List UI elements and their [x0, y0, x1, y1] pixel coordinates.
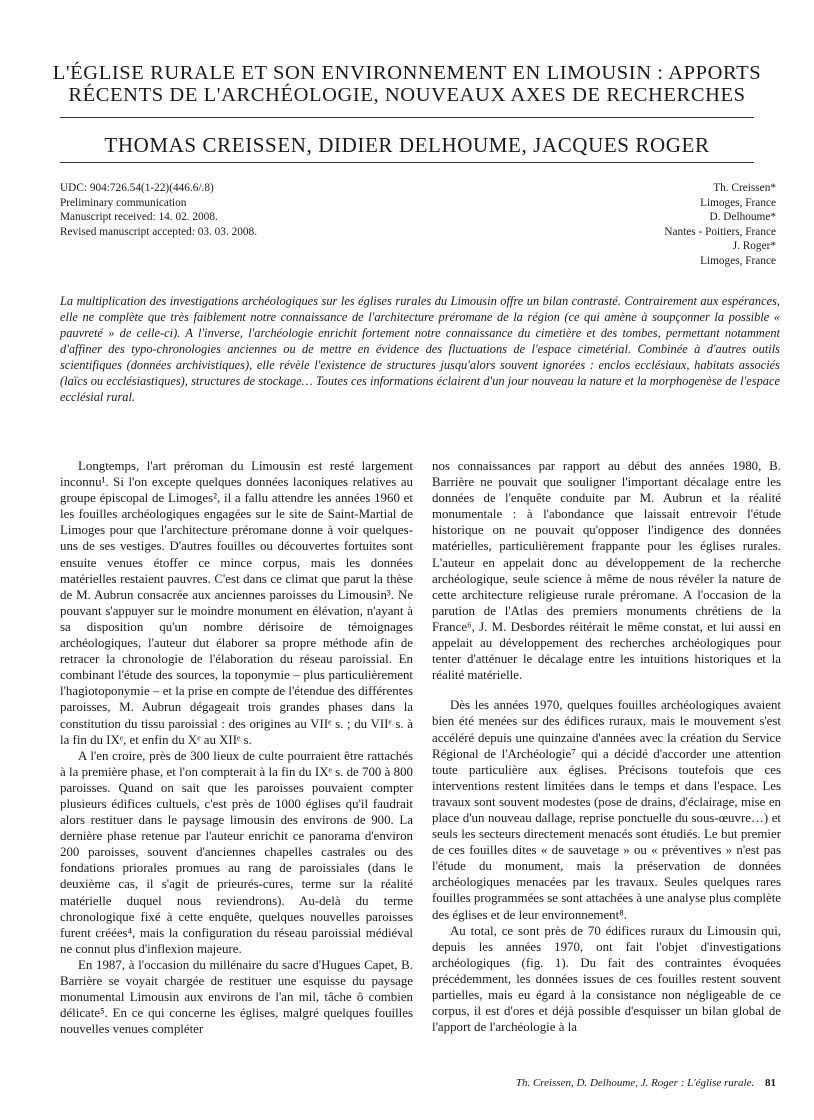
article-type: Preliminary communication — [60, 196, 187, 209]
title-line-2: RÉCENTS DE L'ARCHÉOLOGIE, NOUVEAUX AXES DE RECHERCHES — [68, 84, 746, 106]
accepted-date: Revised manuscript accepted: 03. 03. 2008. — [60, 225, 258, 238]
paragraph: A l'en croire, près de 300 lieux de culte pourraient être rattachés à la première phase, et l'on compterait à la fin du IXᵉ s. de 700 à 800 paroisses. Quand on sait que les paroisses pouvaient compter plusieurs édifices cultuels, c'est près de 1000 églises qu'il faudrait alors restituer dans le paysage limousin des environs de 900. La dernière phase retenue par l'auteur enrichit ce panorama d'environ 200 paroisses, souvent d'anciennes chapelles castrales ou des fondations priorales promues au rang de paroissiales (dans le deuxième cas, il s'agit de prieurés-cures, terme sur la réalité matérielle duquel nous reviendrons). Au-delà du terme chronologique fixé à cette enquête, quelques nouvelles paroisses furent créées⁴, mais la configuration du réseau paroissial médiéval ne connut plus d'inflexion majeure. — [60, 748, 413, 956]
running-head: Th. Creissen, D. Delhoume, J. Roger : L'église rurale. — [515, 1077, 755, 1089]
page-footer — [516, 1077, 776, 1089]
article-meta — [60, 181, 257, 239]
paragraph: Longtemps, l'art préroman du Limousin est resté largement inconnu¹. Si l'on excepte quelques données laconiques relatives au groupe épiscopal de Limoges², il a fallu attendre les années 1960 et les fouilles archéologiques engagées sur le site de Saint-Martial de Limoges pour que l'architecture préromane donne à voir quelques-uns de ses vestiges. D'autres fouilles ou découvertes fortuites sont ensuite venues étoffer ce mince corpus, mais les données matérielles restaient pauvres. C'est dans ce climat que parut la thèse de M. Aubrun consacrée aux anciennes paroisses du Limousin³. Ne pouvant s'appuyer sur le moindre monument en élévation, n'ayant à sa disposition qu'un nombre dérisoire de témoignages archéologiques, l'auteur dut élaborer sa propre méthode afin de retracer la chronologie de l'élaboration du réseau paroissial. En combinant l'étude des sources, la toponymie – plus particulièrement l'hagiotoponymie – et la prise en compte de l'étendue des différentes paroisses, M. Aubrun dégageait trois grandes phases dans la constitution du tissu paroissial : des origines au VIIᵉ s. ; du VIIᵉ s. à la fin du IXᵉ, et enfin du Xᵉ au XIIᵉ s. — [60, 459, 413, 747]
affiliation-line: J. Roger* — [732, 240, 776, 253]
paragraph: En 1987, à l'occasion du millénaire du sacre d'Hugues Capet, B. Barrière se voyait chargée de restituer une esquisse du paysage monumental Limousin aux environs de l'an mil, tâche ô combien délicate⁵. En ce qui concerne les églises, malgré quelques fouilles nouvelles venues compléter — [60, 957, 413, 1037]
title-line-1: L'ÉGLISE RURALE ET SON ENVIRONNEMENT EN LIMOUSIN : APPORTS — [52, 62, 762, 84]
affiliation-line: Nantes - Poitiers, France — [664, 225, 776, 238]
affiliation-line: Th. Creissen* — [713, 182, 776, 194]
affiliation-line: D. Delhoume* — [709, 211, 776, 224]
abstract: La multiplication des investigations archéologiques sur les églises rurales du Limousin offre un bilan contrasté. Contrairement aux espérances, elle ne complète que très faiblement notre connaissance de l'architecture préromane de la région (ce qui amène à soupçonner la possible « pauvreté » de celle-ci). A l'inverse, l'archéologie enrichit fortement notre connaissance du cimetière et des tombes, permettant notamment d'affiner des typo-chronologies anciennes ou de mettre en évidence des fluctuations de l'espace cimetérial. Combinée à d'autres outils scientifiques (données archivistiques), elle révèle l'existence de structures jusqu'alors souvent ignorées : enclos ecclésiaux, habitats associés (laïcs ou ecclésiastiques), structures de stockage… Toutes ces informations éclairent d'un jour nouveau la nature et la morphogenèse de l'espace ecclésial rural. — [60, 294, 780, 404]
body-column-right — [432, 458, 781, 1035]
authors: THOMAS CREISSEN, DIDIER DELHOUME, JACQUES ROGER — [104, 133, 710, 157]
affiliations — [664, 181, 776, 269]
title-rule-top — [60, 117, 754, 118]
udc-code: UDC: 904:726.54(1-22)(446.6/.8) — [60, 182, 214, 194]
page-number: 81 — [765, 1077, 776, 1089]
paragraph: nos connaissances par rapport au début des années 1980, B. Barrière ne pouvait que souligner l'important décalage entre les données de l'enquête conduite par M. Aubrun et la réalité monumentale : à l'abondance que laissait entrevoir l'étude historique on ne pouvait qu'opposer l'indigence des données matérielles, particulièrement frappante pour les églises rurales. L'auteur en appelait donc au développement de la recherche archéologique, seule science à même de nous révéler la nature de cette architecture religieuse rurale préromane. A l'occasion de la parution de l'Atlas des premiers monuments chrétiens de la France⁶, J. M. Desbordes réitérait le même constat, et lui aussi en appelait au développement des recherches archéologiques pour tenter d'atténuer le décalage entre les intuitions historiques et la réalité matérielle. — [432, 459, 781, 683]
title-rule-bottom — [60, 162, 754, 163]
affiliation-line: Limoges, France — [700, 196, 776, 209]
paragraph: Dès les années 1970, quelques fouilles archéologiques avaient bien été menées sur des édifices ruraux, mais le mouvement s'est accéléré depuis une quinzaine d'années avec la création du Service Régional de l'Archéologie⁷ qui a décidé d'accorder une attention toute particulière aux églises. Précisons toutefois que ces interventions restent limitées dans le temps et dans l'espace. Les travaux sont souvent modestes (pose de drains, d'éclairage, mise en place d'un nouveau dallage, reprise ponctuelle du sous-œuvre…) et seuls les secteurs directement menacés sont étudiés. Le but premier de ces fouilles dites « de sauvetage » ou « préventives » n'est pas l'étude du monument, mais la préservation de données archéologiques menacées par les travaux. Seules quelques rares fouilles programmées se sont attachées à une analyse plus complète des églises et de leur environnement⁸. — [432, 698, 782, 922]
received-date: Manuscript received: 14. 02. 2008. — [60, 211, 218, 224]
article-title — [40, 62, 774, 106]
paragraph: Au total, ce sont près de 70 édifices ruraux du Limousin qui, depuis les années 1970, ont fait l'objet d'investigations archéologiques (fig. 1). Du fait des contraintes évoquées précédemment, les données issues de ces fouilles restent souvent partielles, mais eu égard à la consistance non négligeable de ce corpus, il est d'ores et déjà possible d'esquisser un bilan global de l'apport de l'archéologie à la — [432, 923, 781, 1035]
affiliation-line: Limoges, France — [700, 254, 776, 267]
body-column-left — [60, 458, 413, 1037]
